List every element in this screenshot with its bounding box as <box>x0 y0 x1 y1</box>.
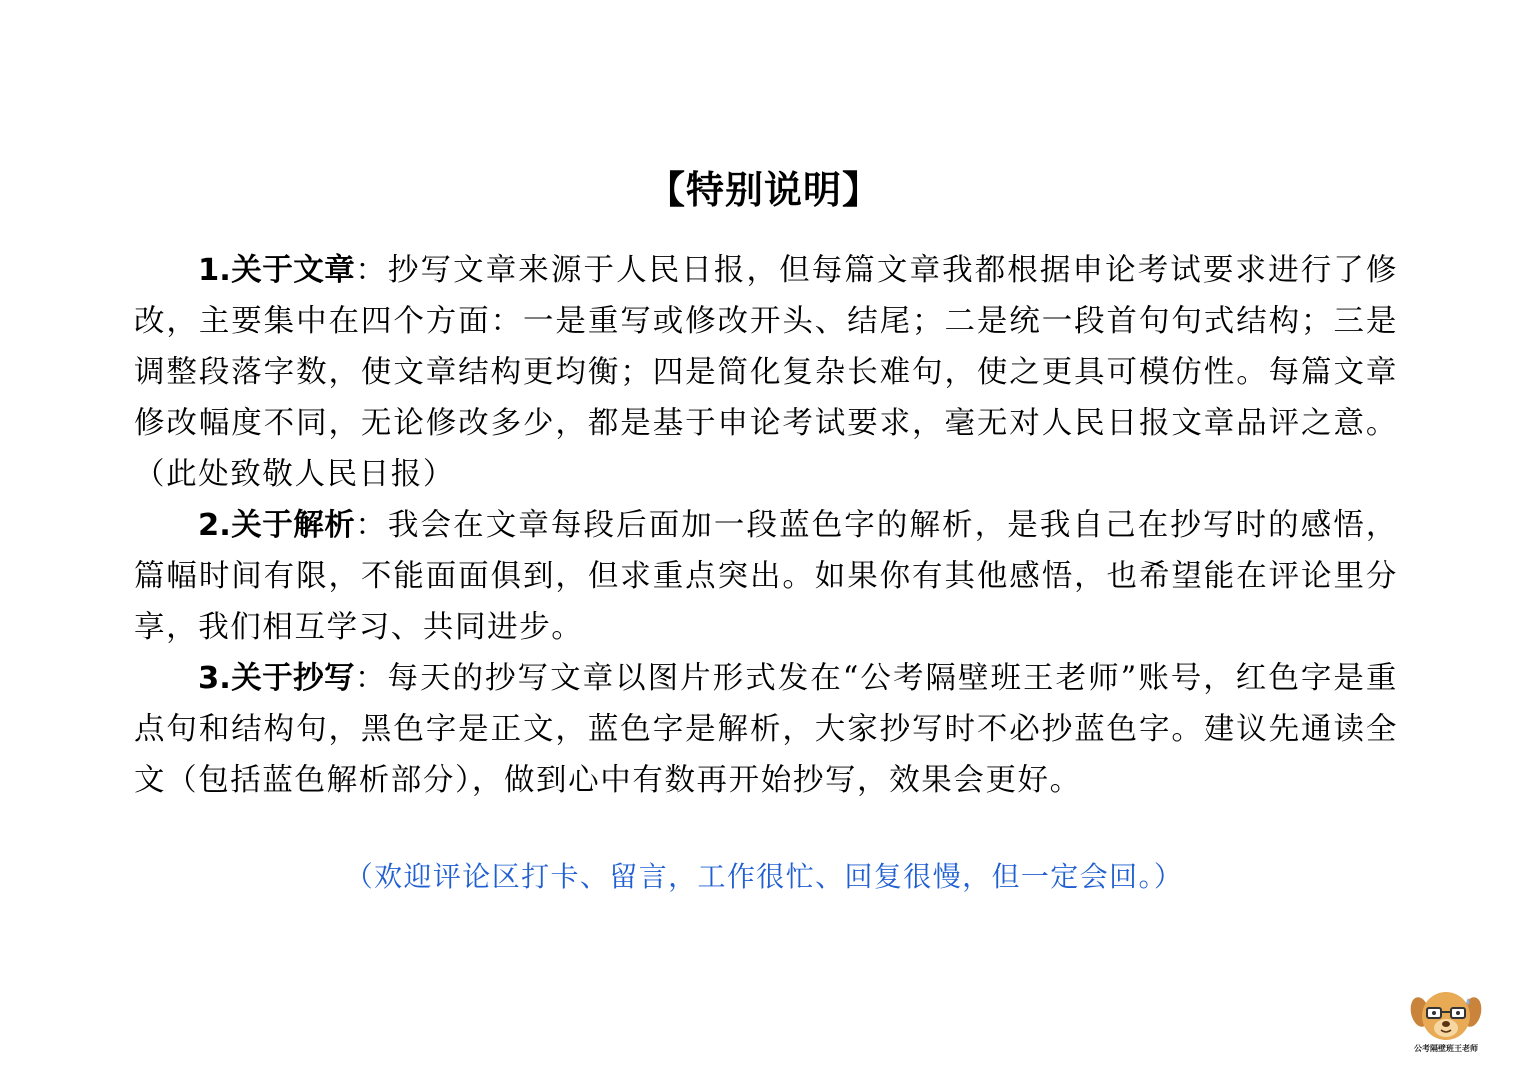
section-about-copying <box>134 653 1398 806</box>
document-title: 【特别说明】 <box>646 168 881 212</box>
author-logo <box>1398 986 1494 1066</box>
footer-note: （欢迎评论区打卡、留言，工作很忙、回复很慢，但一定会回。） <box>344 860 1184 893</box>
section-label: 3.关于抄写 <box>198 661 355 696</box>
section-text: ：抄写文章来源于人民日报，但每篇文章我都根据申论考试要求进行了修改，主要集中在四个方面：一是重写或修改开头、结尾；二是统一段首句句式结构；三是调整段落字数，使文章结构更均衡；四是简化复杂长难句，使之更具可模仿性。每篇文章修改幅度不同，无论修改多少，都是基于申论考试要求，毫无对人民日报文章品评之意。（此处致敬人民日报） <box>134 253 1398 492</box>
document-body <box>134 245 1398 806</box>
section-about-articles <box>134 245 1398 500</box>
section-label: 2.关于解析 <box>198 508 356 543</box>
dog-mascot-with-glasses-icon <box>1406 986 1486 1046</box>
section-text: ：我会在文章每段后面加一段蓝色字的解析，是我自己在抄写时的感悟，篇幅时间有限，不能面面俱到，但求重点突出。如果你有其他感悟，也希望能在评论里分享，我们相互学习、共同进步。 <box>134 508 1398 645</box>
section-about-analysis <box>134 500 1398 653</box>
section-text: ：每天的抄写文章以图片形式发在“公考隔壁班王老师”账号，红色字是重点句和结构句，黑色字是正文，蓝色字是解析，大家抄写时不必抄蓝色字。建议先通读全文（包括蓝色解析部分），做到心中有数再开始抄写，效果会更好。 <box>134 661 1399 798</box>
logo-text: 公考隔壁班王老师 <box>1414 1044 1478 1053</box>
section-label: 1.关于文章 <box>198 253 356 288</box>
